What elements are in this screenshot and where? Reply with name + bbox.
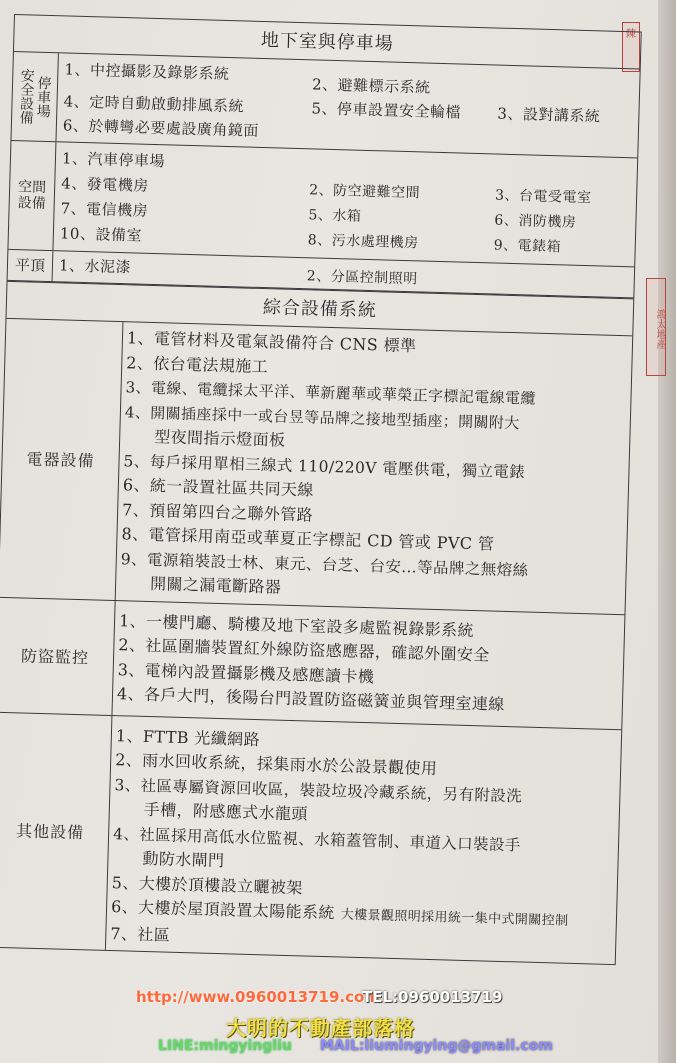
space-row (8, 141, 637, 267)
safety-item: 6、於轉彎必要處設廣角鏡面 (62, 116, 260, 140)
safety-item: 2、避難標示系統 (311, 75, 431, 97)
safety-label-col1: 停車場 (34, 75, 52, 119)
list-item-continued: 開關之漏電斷路器 (149, 574, 282, 597)
safety-label-col2: 安全設備 (17, 68, 35, 125)
space-items (53, 142, 637, 266)
electrical-label: 電器設備 (0, 319, 123, 600)
side-stamp-text: 鴻太地產 (654, 309, 665, 349)
list-item: 4、開關插座採中一或台昱等品牌之接地型插座；開關附大 (124, 402, 520, 432)
other-row (0, 712, 621, 964)
list-item: 1、FTTB 光纖網路 (115, 725, 261, 749)
safety-row (11, 52, 639, 158)
seal-text: 陳 (626, 29, 636, 40)
red-side-stamp (646, 278, 666, 376)
list-item: 3、電梯內設置攝影機及感應讀卡機 (117, 659, 375, 686)
safety-item: 4、定時自動啟動排風系統 (63, 92, 245, 116)
watermark-line-id: LINE:mingyingliu (158, 1038, 292, 1054)
electrical-items (116, 322, 633, 614)
facilities-section-title: 綜合設備系統 (6, 281, 633, 336)
space-item: 8、污水處理機房 (307, 232, 419, 252)
space-label (8, 141, 56, 250)
space-item: 3、台電受電室 (494, 187, 592, 207)
parking-table (0, 14, 642, 965)
list-item: 3、社區專屬資源回收區，裝設垃圾冷藏系統，另有附設洗 (114, 775, 523, 805)
safety-label (11, 52, 58, 141)
space-item: 6、消防機房 (494, 212, 577, 231)
list-item: 7、社區 (110, 923, 171, 945)
safety-item (310, 120, 497, 149)
security-items (112, 601, 624, 729)
list-item: 4、各戶大門，後陽台門設置防盜磁簧並與管理室連線 (116, 684, 505, 714)
list-item-continued: 手槽，附感應式水龍頭 (143, 799, 309, 824)
list-item: 2、社區圍牆裝置紅外線防盜感應器，確認外圍安全 (118, 635, 490, 665)
overlap-text: 大樓景觀照明採用統一集中式開關控制 (340, 907, 569, 929)
electrical-row (0, 319, 632, 615)
space-item: 7、電信機房 (60, 199, 149, 220)
spec-document (0, 14, 642, 965)
safety-item (496, 126, 632, 154)
watermark-tel: TEL:0960013719 (362, 988, 503, 1006)
list-item-continued: 動防水閘門 (142, 848, 225, 871)
list-item: 3、電線、電纜採太平洋、華新麗華或華榮正字標記電線電纜 (125, 378, 537, 408)
space-item: 10、設備室 (59, 224, 143, 245)
list-item: 8、電管採用南亞或華夏正字標記 CD 管或 PVC 管 (121, 524, 495, 554)
safety-item: 1、中控攝影及錄影系統 (64, 60, 230, 84)
list-item: 1、一樓門廳、騎樓及地下室設多處監視錄影系統 (118, 610, 475, 640)
security-label: 防盜監控 (0, 597, 116, 714)
safety-item: 3、設對講系統 (497, 104, 601, 126)
watermark-blog-name: 大明的不動產部落格 (226, 1016, 415, 1040)
safety-item: 5、停車設置安全輪檔 (311, 99, 462, 122)
other-label: 其他設備 (0, 712, 112, 950)
list-item-continued: 型夜間指示燈面板 (153, 427, 286, 450)
safety-items (56, 53, 639, 157)
watermark-email: MAIL:liumingying@gmail.com (320, 1038, 553, 1054)
other-items (106, 716, 621, 965)
list-item: 6、統一設置社區共同天線 (122, 475, 315, 500)
list-item: 5、每戶採用單相三線式 110/220V 電壓供電，獨立電錶 (123, 451, 526, 481)
list-item: 2、雨水回收系統，採集雨水於公設景觀使用 (114, 750, 438, 779)
space-item: 4、發電機房 (61, 174, 150, 195)
parking-section-title: 地下室與停車場 (14, 15, 641, 69)
space-item: 1、汽車停車場 (61, 149, 166, 171)
space-item: 5、水箱 (308, 207, 362, 225)
page-edge (658, 0, 676, 1063)
space-item (495, 159, 631, 188)
space-item: 2、防空避難空間 (308, 182, 421, 202)
list-item-text: 6、大樓於屋頂設置太陽能系統 (110, 897, 336, 923)
list-item: 1、電管材料及電氣設備符合 CNS 標準 (126, 328, 417, 356)
safety-item (498, 70, 634, 106)
list-item: 7、預留第四台之聯外管路 (121, 499, 314, 525)
list-item: 2、依台電法規施工 (126, 352, 269, 376)
ceiling-item (492, 265, 628, 297)
list-item: 5、大樓於頂樓設立曬被架 (111, 872, 303, 897)
space-label-text: 空間設備 (17, 179, 47, 212)
watermark-url: http://www.0960013719.com (136, 988, 380, 1006)
ceiling-item: 1、水泥漆 (58, 256, 132, 277)
list-item: 4、社區採用高低水位監視、水箱蓋管制、車道入口裝設手 (112, 824, 522, 854)
list-item: 9、電源箱裝設士林、東元、台芝、台安…等品牌之無熔絲 (120, 549, 529, 580)
ceiling-item: 2、分區控制照明 (306, 268, 418, 288)
security-row (0, 597, 624, 729)
space-item: 9、電錶箱 (493, 237, 562, 256)
ceiling-label: 平頂 (8, 250, 54, 281)
